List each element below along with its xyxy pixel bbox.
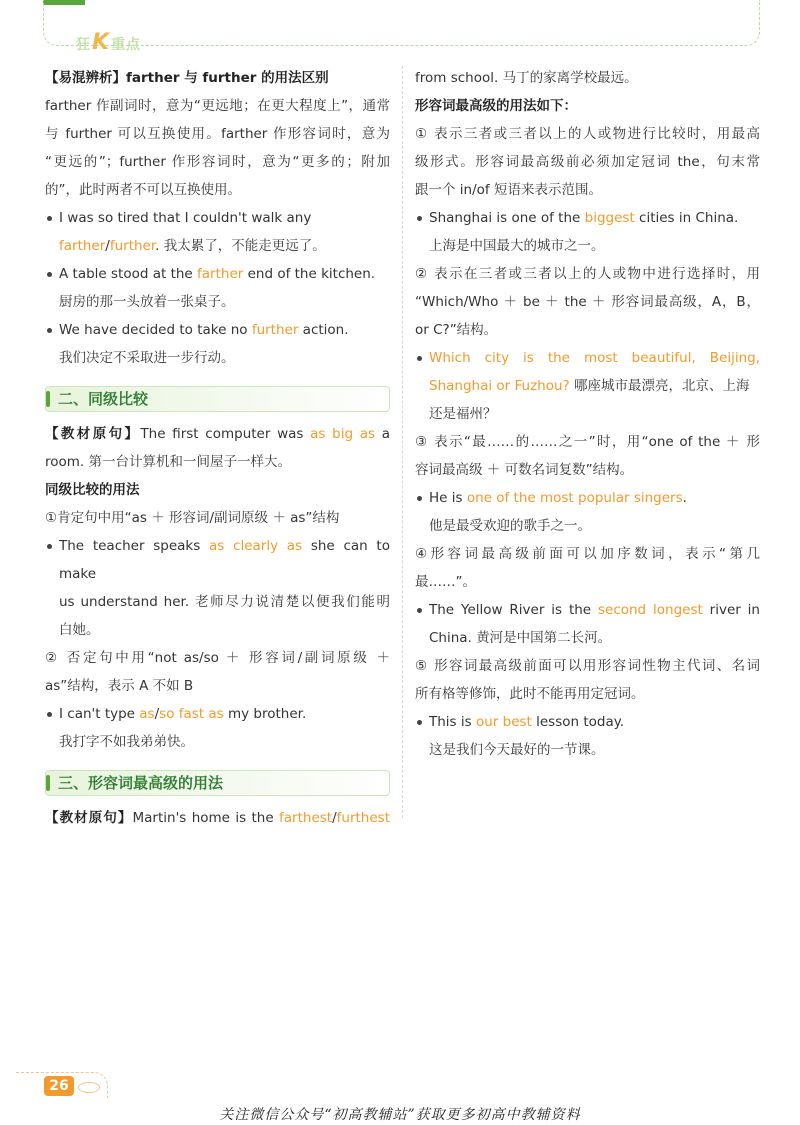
left-column bbox=[45, 64, 390, 832]
rule-text-line: 级形式。形容词最高级前必须加定冠词 the，句末常 bbox=[415, 154, 760, 170]
example-which-city-cont: Shanghai or Fuzhou? 哪座城市最漂亮，北京、上海 bbox=[429, 378, 750, 394]
series-logo: 狂K重点 bbox=[76, 30, 142, 55]
example-translation: 厨房的那一头放着一张桌子。 bbox=[59, 294, 235, 310]
example-type: I can't type as/so fast as my brother. bbox=[45, 700, 390, 728]
example-teacher-cont: 白她。 bbox=[59, 622, 100, 638]
rule-text-line: 最……”。 bbox=[415, 574, 476, 590]
rule-negative: ② 否定句中用“not as/so ＋ 形容词/副词原级 ＋ bbox=[45, 650, 390, 666]
rule-text-line: or C?”结构。 bbox=[415, 322, 498, 338]
usage-title: 形容词最高级的用法如下： bbox=[415, 98, 577, 114]
example-singer: He is one of the most popular singers. bbox=[415, 484, 760, 512]
textbook-sentence: 【教材原句】The first computer was as big as a bbox=[45, 426, 390, 442]
rule-affirmative: ①肯定句中用“as ＋ 形容词/副词原级 ＋ as”结构 bbox=[45, 510, 340, 526]
rule-text-line: ⑤ 形容词最高级前面可以用形容词性物主代词、名词 bbox=[415, 658, 760, 674]
rule-text-line: ④形容词最高级前面可以加序数词，表示“第几 bbox=[415, 546, 760, 562]
usage-title: 同级比较的用法 bbox=[45, 482, 140, 498]
example-table: A table stood at the farther end of the kitchen. bbox=[45, 260, 390, 288]
rule-text-line: 所有格等修饰，此时不能再用定冠词。 bbox=[415, 686, 645, 702]
rule-text-line: ① 表示三者或三者以上的人或物进行比较时，用最高 bbox=[415, 126, 760, 142]
page-number: 26 bbox=[44, 1076, 74, 1096]
page-decoration bbox=[78, 1082, 100, 1093]
textbook-sentence-cont: room. 第一台计算机和一间屋子一样大。 bbox=[45, 454, 292, 470]
footer-note: 关注微信公众号“初高教辅站”获取更多初高中教辅资料 bbox=[219, 1107, 581, 1123]
rule-text-line: 容词最高级 ＋ 可数名词复数”结构。 bbox=[415, 462, 634, 478]
confusion-heading: 【易混辨析】farther 与 further 的用法区别 bbox=[45, 70, 329, 86]
rule-text-line: ③ 表示“最……的……之一”时，用“one of the ＋ 形 bbox=[415, 434, 760, 450]
rule-text-line: ② 表示在三者或三者以上的人或物中进行选择时，用 bbox=[415, 266, 760, 282]
rule-negative-cont: as”结构，表示 A 不如 B bbox=[45, 678, 194, 694]
example-which-city: Which city is the most beautiful, Beijing, bbox=[415, 344, 760, 372]
textbook-sentence-cont: from school. 马丁的家离学校最远。 bbox=[415, 70, 638, 86]
page-header-frame bbox=[43, 0, 760, 46]
example-translation: 我打字不如我弟弟快。 bbox=[59, 734, 194, 750]
example-teacher-cont: us understand her. 老师尽力说清楚以便我们能明 bbox=[59, 594, 390, 610]
right-column bbox=[415, 64, 760, 764]
confusion-text-line: farther 作副词时，意为“更远地；在更大程度上”，通常 bbox=[45, 98, 390, 114]
example-farther-further: I was so tired that I couldn't walk any farther/further. 我太累了，不能走更远了。 bbox=[45, 204, 390, 260]
textbook-sentence: 【教材原句】Martin's home is the farthest/furthest bbox=[45, 810, 390, 826]
example-translation: 上海是中国最大的城市之一。 bbox=[429, 238, 605, 254]
confusion-text-line: 的”，此时两者不可以互换使用。 bbox=[45, 182, 241, 198]
example-shanghai: Shanghai is one of the biggest cities in China. bbox=[415, 204, 760, 232]
example-which-city-cont: 还是福州？ bbox=[429, 406, 497, 422]
example-yellow-river: The Yellow River is the second longest river in bbox=[415, 596, 760, 624]
example-lesson: This is our best lesson today. bbox=[415, 708, 760, 736]
section-heading-superlative: 三、形容词最高级的用法 bbox=[45, 770, 390, 796]
example-teacher: The teacher speaks as clearly as she can to make bbox=[45, 532, 390, 588]
confusion-text-line: 与 further 可以互换使用。farther 作形容词时，意为 bbox=[45, 126, 390, 142]
rule-text-line: 跟一个 in/of 短语来表示范围。 bbox=[415, 182, 602, 198]
example-translation: 这是我们今天最好的一节课。 bbox=[429, 742, 605, 758]
example-translation: 他是最受欢迎的歌手之一。 bbox=[429, 518, 591, 534]
example-yellow-river-cont: China. 黄河是中国第二长河。 bbox=[429, 630, 612, 646]
example-action: We have decided to take no further action. bbox=[45, 316, 390, 344]
confusion-text-line: “更远的”；further 作形容词时，意为“更多的；附加 bbox=[45, 154, 390, 170]
rule-text-line: “Which/Who ＋ be ＋ the ＋ 形容词最高级，A，B， bbox=[415, 294, 760, 310]
column-divider bbox=[402, 66, 403, 818]
example-translation: 我们决定不采取进一步行动。 bbox=[59, 350, 235, 366]
section-heading-equal-comparison: 二、同级比较 bbox=[45, 386, 390, 412]
